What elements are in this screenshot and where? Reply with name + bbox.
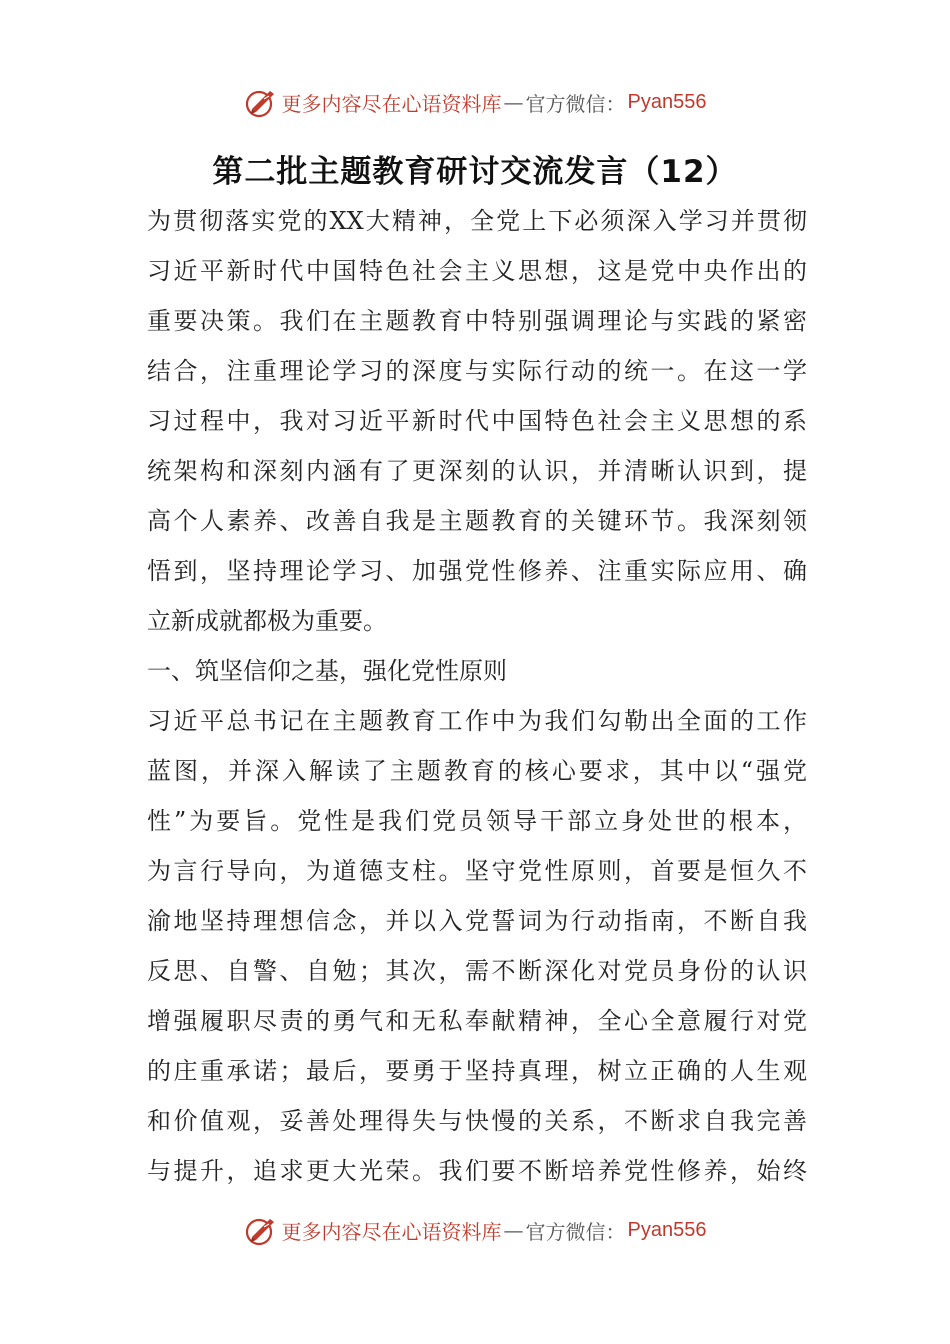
body-line: 性”为要旨。党性是我们党员领导干部立身处世的根本， [147, 807, 807, 835]
body-line-paragraph-end: 立新成就都极为重要。 [147, 607, 387, 635]
body-line: 和价值观，妥善处理得失与快慢的关系，不断求自我完善 [147, 1107, 807, 1135]
body-line: 统架构和深刻内涵有了更深刻的认识，并清晰认识到，提 [147, 457, 807, 485]
body-line: 高个人素养、改善自我是主题教育的关键环节。我深刻领 [147, 507, 807, 535]
body-line: 渝地坚持理想信念，并以入党誓词为行动指南，不断自我 [147, 907, 807, 935]
banner-wechat-label: 官方微信： [525, 91, 626, 116]
body-line: 为言行导向，为道德支柱。坚守党性原则，首要是恒久不 [147, 857, 807, 885]
body-line: 为贯彻落实党的XX大精神，全党上下必须深入学习并贯彻 [147, 207, 807, 235]
document-title: 第二批主题教育研讨交流发言（12） [212, 154, 738, 190]
body-line: 重要决策。我们在主题教育中特别强调理论与实践的紧密 [147, 307, 807, 335]
pen-logo-icon [244, 1213, 278, 1247]
body-line: 习过程中，我对习近平新时代中国特色社会主义思想的系 [147, 407, 807, 435]
banner-wechat-label: 官方微信： [525, 1219, 626, 1244]
banner-main-text: 更多内容尽在心语资料库 [281, 1219, 502, 1244]
banner-wechat-id: Pyan556 [627, 1218, 707, 1241]
banner-separator: — [503, 90, 524, 114]
body-line: 的庄重承诺；最后，要勇于坚持真理，树立正确的人生观 [147, 1057, 807, 1085]
body-line: 习近平新时代中国特色社会主义思想，这是党中央作出的 [147, 257, 807, 285]
body-line: 悟到，坚持理论学习、加强党性修养、注重实际应用、确 [147, 557, 807, 585]
header-watermark-banner [0, 82, 950, 122]
body-line: 蓝图，并深入解读了主题教育的核心要求，其中以“强党 [147, 757, 807, 785]
body-line: 增强履职尽责的勇气和无私奉献精神，全心全意履行对党 [147, 1007, 807, 1035]
footer-watermark-banner [0, 1210, 950, 1250]
body-line: 结合，注重理论学习的深度与实际行动的统一。在这一学 [147, 357, 807, 385]
body-line: 反思、自警、自勉；其次，需不断深化对党员身份的认识 [147, 957, 807, 985]
banner-separator: — [503, 1218, 524, 1242]
banner-main-text: 更多内容尽在心语资料库 [281, 91, 502, 116]
section-heading: 一、筑坚信仰之基，强化党性原则 [147, 657, 507, 685]
body-line: 与提升，追求更大光荣。我们要不断培养党性修养，始终 [147, 1157, 807, 1185]
banner-wechat-id: Pyan556 [627, 90, 707, 113]
body-line: 习近平总书记在主题教育工作中为我们勾勒出全面的工作 [147, 707, 807, 735]
pen-logo-icon [244, 85, 278, 119]
document-body [147, 196, 807, 1196]
